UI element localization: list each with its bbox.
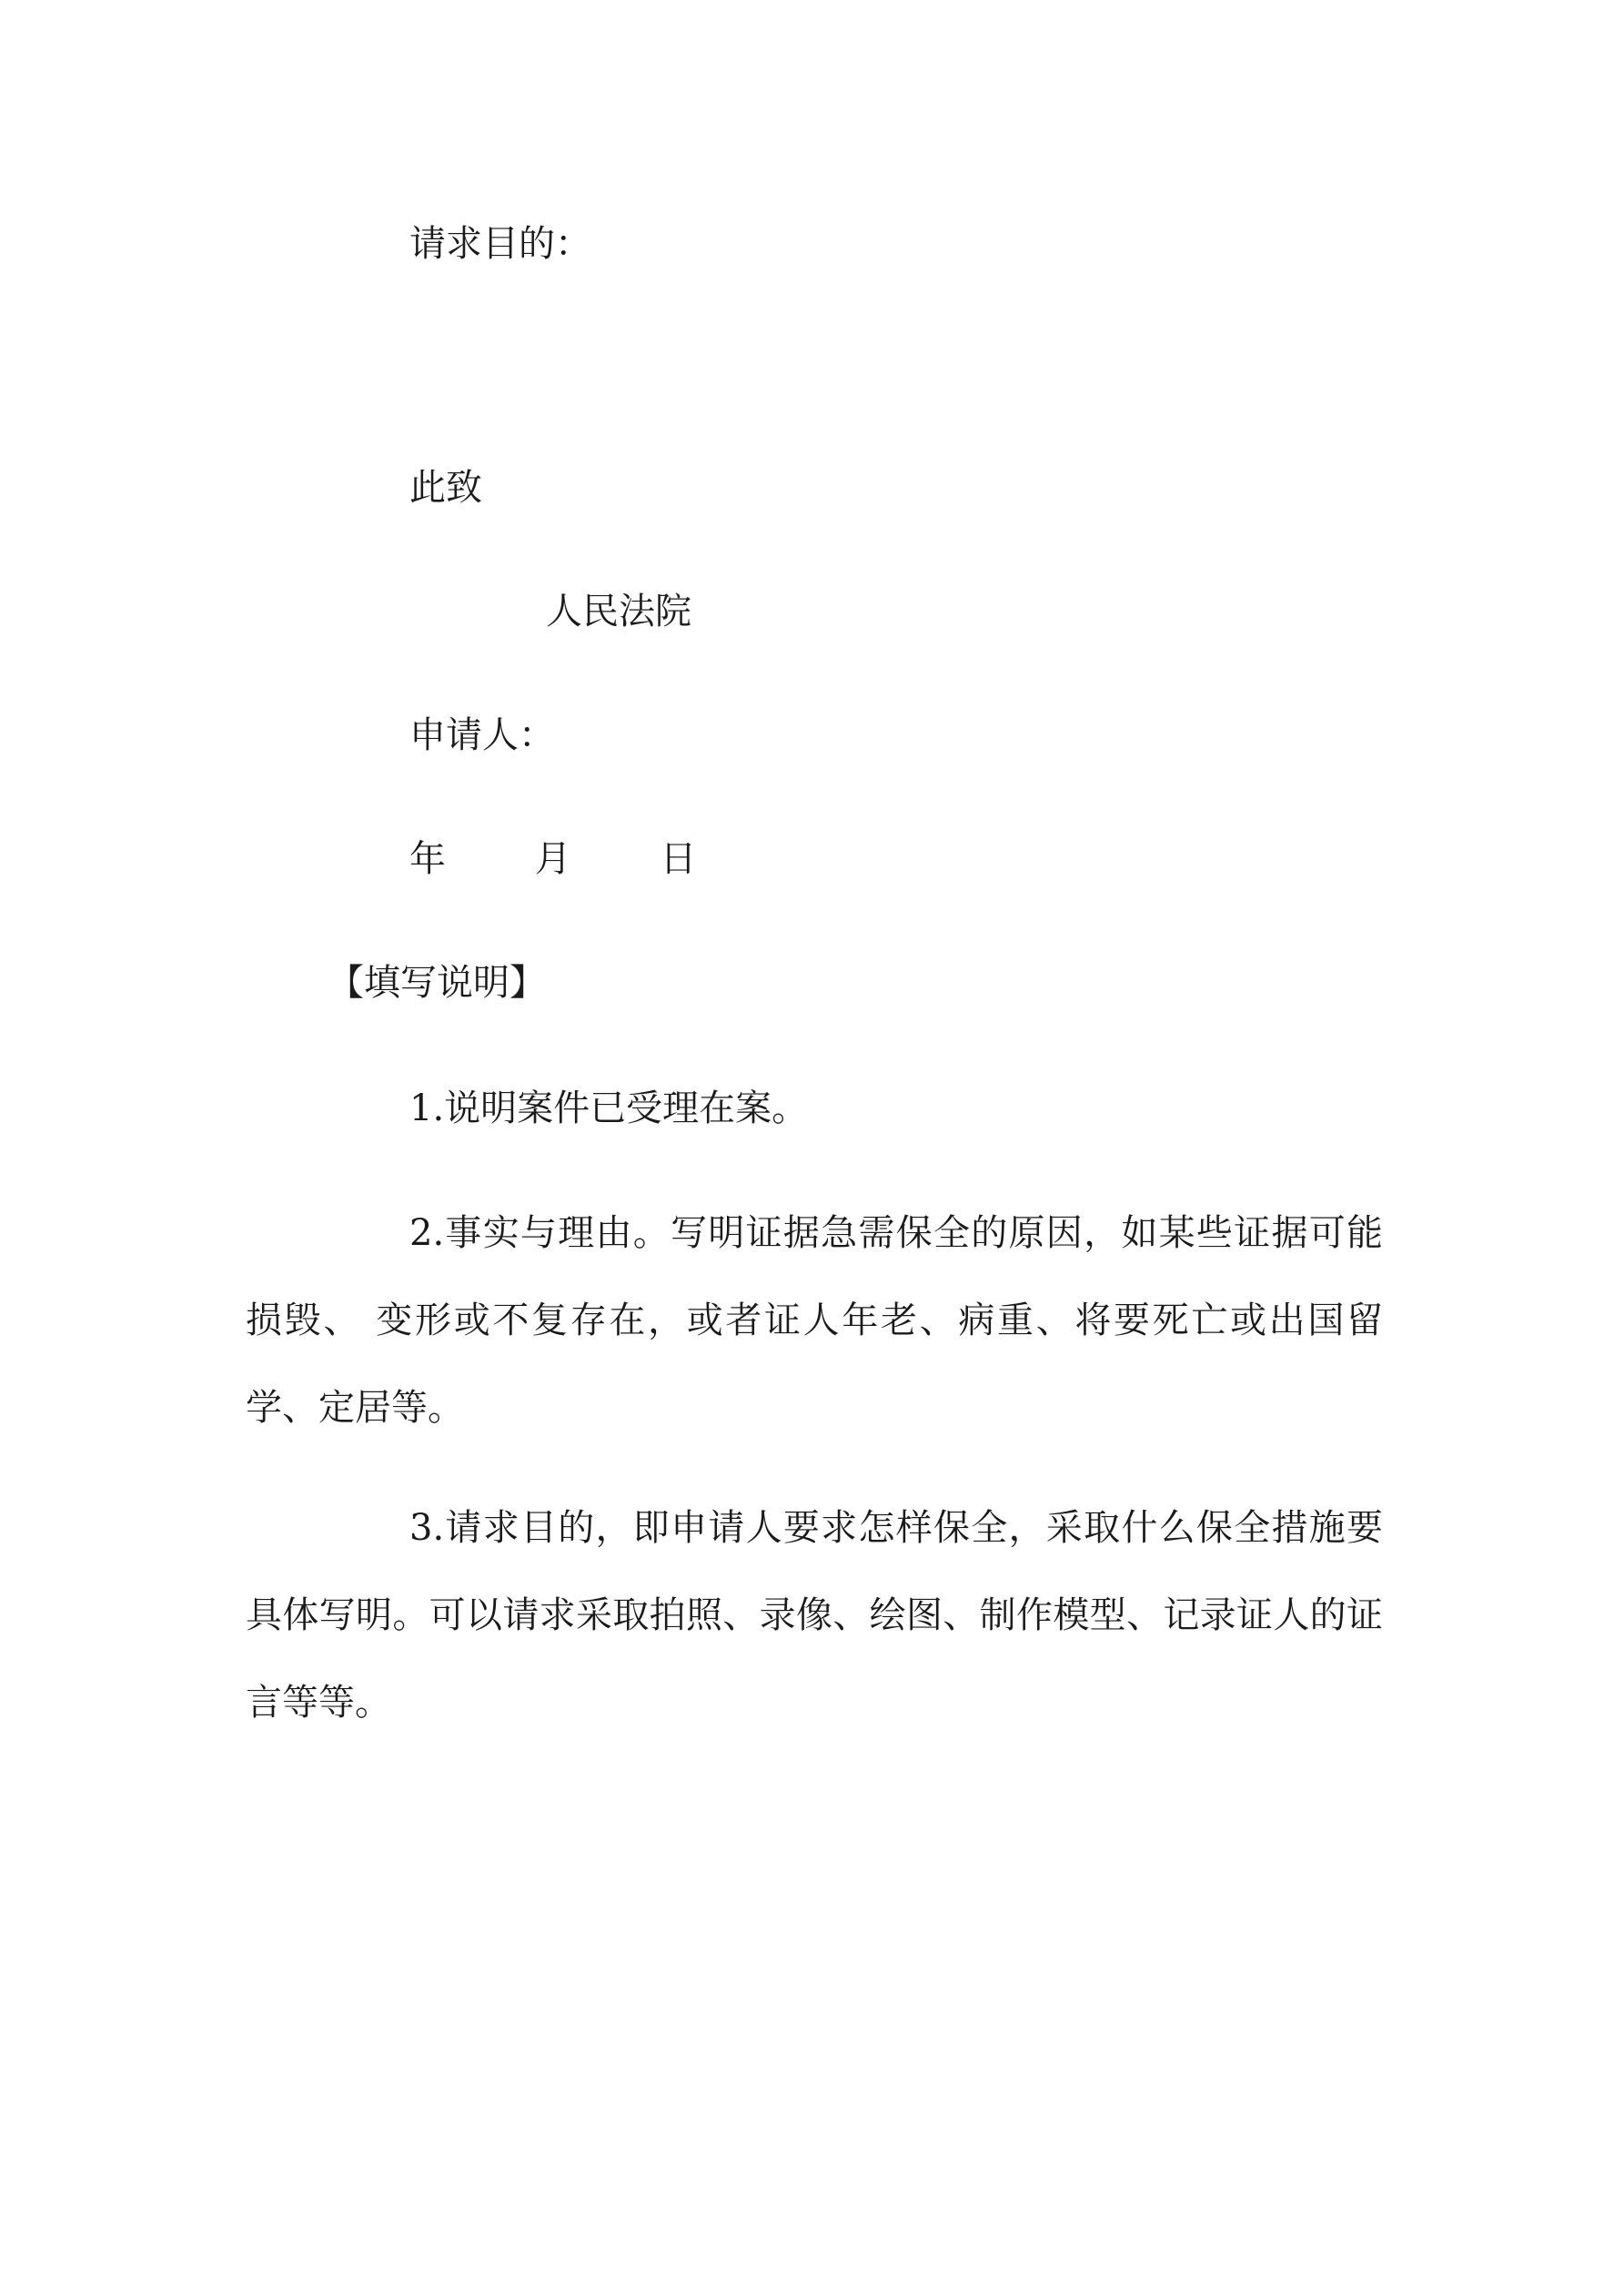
date-day: 日 (660, 838, 697, 880)
date-month: 月 (534, 838, 571, 880)
closing-salutation: 此致 (409, 467, 482, 509)
instructions-heading: 【填写说明】 (328, 962, 546, 1004)
applicant-label: 申请人： (409, 714, 555, 756)
date-line (409, 838, 697, 880)
instruction-item-3: 3.请求目的，即申请人要求怎样保全，采取什么保全措施要具体写明。可以请求采取拍照、录像、绘图、制作模型、记录证人的证言等等。 (246, 1507, 1383, 1724)
date-year: 年 (409, 838, 446, 880)
instruction-item-1: 1.说明案件已受理在案。 (409, 1087, 809, 1129)
court-name: 人民法院 (546, 591, 691, 632)
request-purpose-label: 请求目的： (409, 223, 591, 265)
instruction-item-2: 2.事实与理由。写明证据急需保全的原因，如某些证据可能损毁、 变形或不复存在，或者证人年老、病重、将要死亡或出国留学、定居等。 (246, 1212, 1383, 1429)
